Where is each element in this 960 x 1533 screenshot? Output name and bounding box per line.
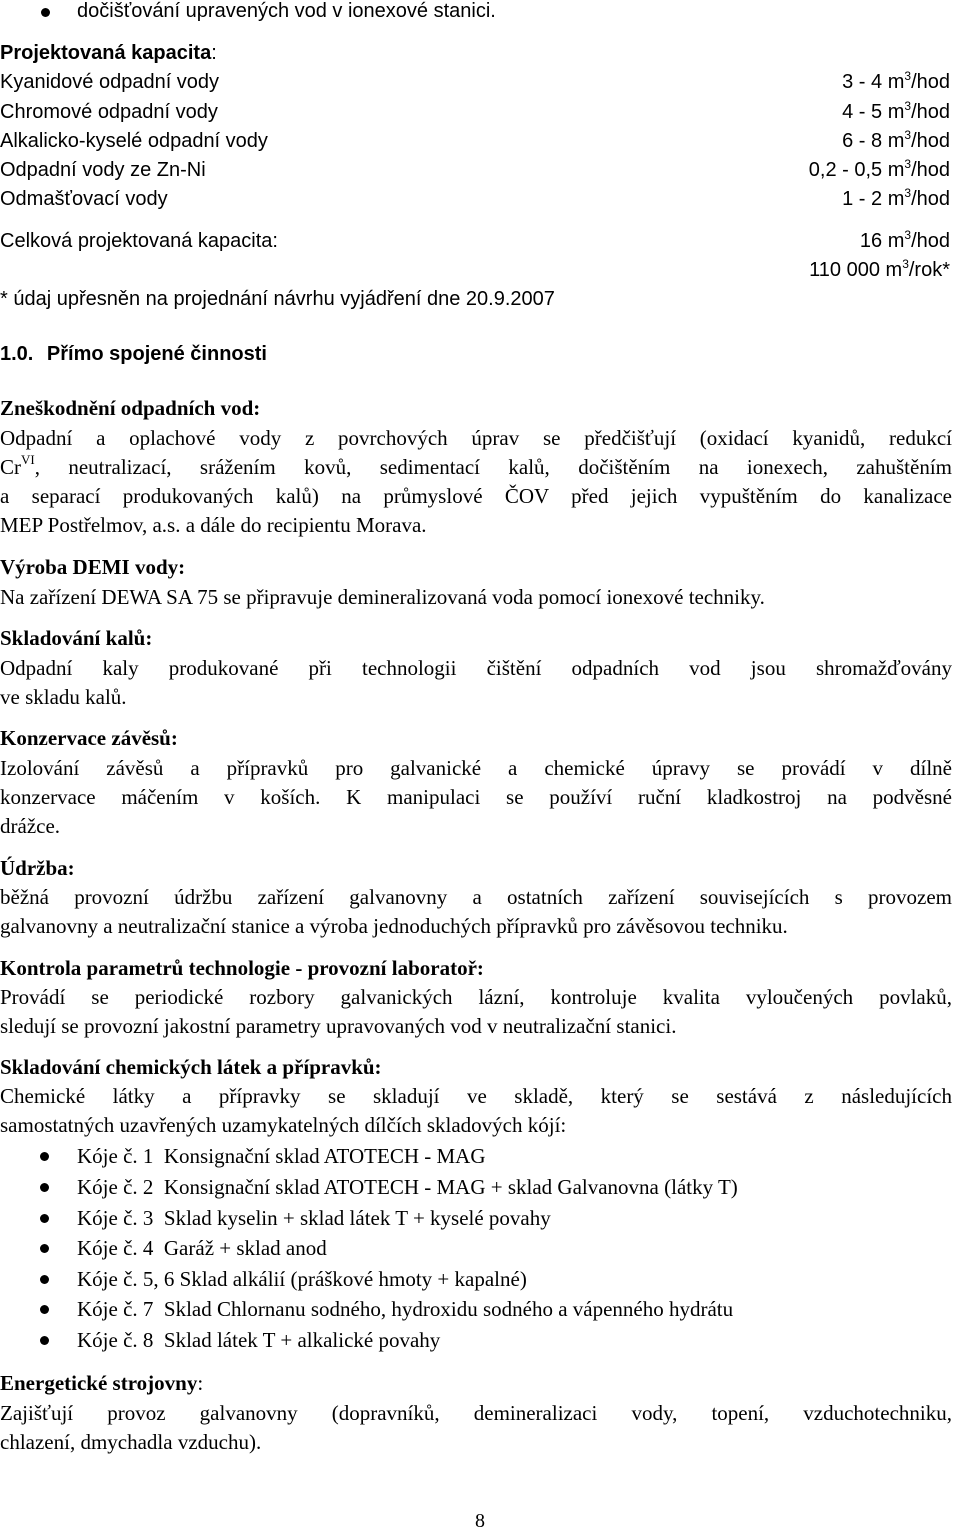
section-heading: 1.0. Přímo spojené činnosti — [0, 343, 267, 365]
chemicals-item-5: Kóje č. 5, 6 Sklad alkálií (práškové hmoty + kapalné) — [77, 1267, 527, 1291]
lab-line-1: Provádí se periodické rozbory galvanických lázní, kontroluje kvalita vyloučených povlaků, — [0, 985, 952, 1009]
chemicals-item-6: Kóje č. 7 Sklad Chlornanu sodného, hydroxidu sodného a vápenného hydrátu — [77, 1297, 734, 1321]
capacity-value-4: 0,2 - 0,5 $m^3$/hod — [808, 157, 950, 181]
chemicals-item-7: Kóje č. 8 Sklad látek T + alkalické povahy — [77, 1328, 441, 1352]
capacity-label-3: Alkalicko-kyselé odpadní vody — [0, 130, 268, 152]
chemicals-line-1: Chemické látky a přípravky se skladují ve skladě, který se sestává z následujících — [0, 1084, 952, 1108]
maintenance-line-2: galvanovny a neutralizační stanice a výroba jednoduchých přípravků pro závěsovou techniku. — [0, 914, 788, 938]
bullet-dot-icon — [40, 1336, 49, 1345]
capacity-total-label: Celková projektovaná kapacita: — [0, 230, 278, 252]
capacity-total-value-2: 110 000 $m^3/rok*$ — [809, 257, 950, 281]
sludge-line-2: ve skladu kalů. — [0, 685, 127, 709]
hangers-line-1: Izolování závěsů a přípravků pro galvanické a chemické úpravy se provádí v dílně — [0, 756, 952, 780]
waste-water-line-2: $Cr^{VI}$, neutralizací, srážením kovů, sedimentací kalů, dočištěním na ionexech, zahuštěním — [0, 452, 952, 479]
waste-water-title: Zneškodnění odpadních vod: — [0, 396, 261, 420]
bullet-dot-icon — [40, 1305, 49, 1314]
bullet-dot-icon — [40, 1275, 49, 1284]
energy-line-2: chlazení, dmychadla vzduchu). — [0, 1430, 262, 1454]
bullet-dot-icon — [40, 1183, 49, 1192]
capacity-label-2: Chromové odpadní vody — [0, 101, 218, 123]
capacity-value-3: 6 - 8 $m^3$/hod — [842, 128, 950, 152]
bullet-dot-icon — [40, 1152, 49, 1161]
sludge-title: Skladování kalů: — [0, 626, 153, 650]
lab-line-2: sledují se provozní jakostní parametry upravovaných vod v neutralizační stanici. — [0, 1014, 677, 1038]
bullet-dot-icon — [41, 8, 50, 17]
capacity-value-5: 1 - 2 $m^3$/hod — [842, 186, 950, 210]
chemicals-item-1: Kóje č. 1 Konsignační sklad ATOTECH - MAG — [77, 1144, 486, 1168]
chemicals-line-2: samostatných uzavřených uzamykatelných dílčích skladových kójí: — [0, 1113, 567, 1137]
chemicals-item-2: Kóje č. 2 Konsignační sklad ATOTECH - MAG + sklad Galvanovna (látky T) — [77, 1175, 738, 1199]
chemicals-item-3: Kóje č. 3 Sklad kyselin + sklad látek T + kyselé povahy — [77, 1206, 551, 1230]
bullet-dot-icon — [40, 1244, 49, 1253]
chemicals-title: Skladování chemických látek a přípravků: — [0, 1055, 382, 1079]
capacity-value-1: 3 - 4 $m^3$/hod — [842, 69, 950, 93]
waste-water-line-4: MEP Postřelmov, a.s. a dále do recipientu Morava. — [0, 513, 427, 537]
waste-water-line-1: Odpadní a oplachové vody z povrchových úprav se předčišťují (oxidací kyanidů, redukcí — [0, 426, 952, 450]
sludge-line-1: Odpadní kaly produkované při technologii čištění odpadních vod jsou shromažďovány — [0, 656, 952, 680]
maintenance-line-1: běžná provozní údržbu zařízení galvanovny a ostatních zařízení souvisejících s provozem — [0, 885, 952, 909]
hangers-line-3: drážce. — [0, 814, 61, 838]
page-number: 8 — [475, 1510, 485, 1532]
capacity-label-4: Odpadní vody ze Zn-Ni — [0, 159, 206, 181]
intro-bullet-text: dočišťování upravených vod v ionexové stanici. — [77, 0, 496, 22]
capacity-value-2: 4 - 5 $m^3$/hod — [842, 99, 950, 123]
capacity-label-5: Odmašťovací vody — [0, 188, 168, 210]
waste-water-line-3: a separací produkovaných kalů) na průmyslové ČOV před jejich vypuštěním do kanalizace — [0, 484, 952, 508]
capacity-heading: Projektovaná kapacita: — [0, 42, 217, 64]
hangers-line-2: konzervace máčením v koších. K manipulaci se používí ruční kladkostroj na podvěsné — [0, 785, 952, 809]
energy-title: Energetické strojovny: — [0, 1371, 204, 1395]
chemicals-item-4: Kóje č. 4 Garáž + sklad anod — [77, 1236, 327, 1260]
demi-line-1: Na zařízení DEWA SA 75 se připravuje demineralizovaná voda pomocí ionexové techniky. — [0, 585, 765, 609]
capacity-total-value-1: 16 $m^3$/hod — [859, 228, 950, 252]
hangers-title: Konzervace závěsů: — [0, 726, 178, 750]
bullet-dot-icon — [40, 1214, 49, 1223]
capacity-label-1: Kyanidové odpadní vody — [0, 71, 220, 93]
maintenance-title: Údržba: — [0, 856, 75, 880]
energy-line-1: Zajišťují provoz galvanovny (dopravníků, demineralizaci vody, topení, vzduchotechniku, — [0, 1401, 952, 1425]
lab-title: Kontrola parametrů technologie - provozní laboratoř: — [0, 956, 484, 980]
demi-title: Výroba DEMI vody: — [0, 555, 186, 579]
capacity-note: * údaj upřesněn na projednání návrhu vyjádření dne 20.9.2007 — [0, 288, 555, 310]
